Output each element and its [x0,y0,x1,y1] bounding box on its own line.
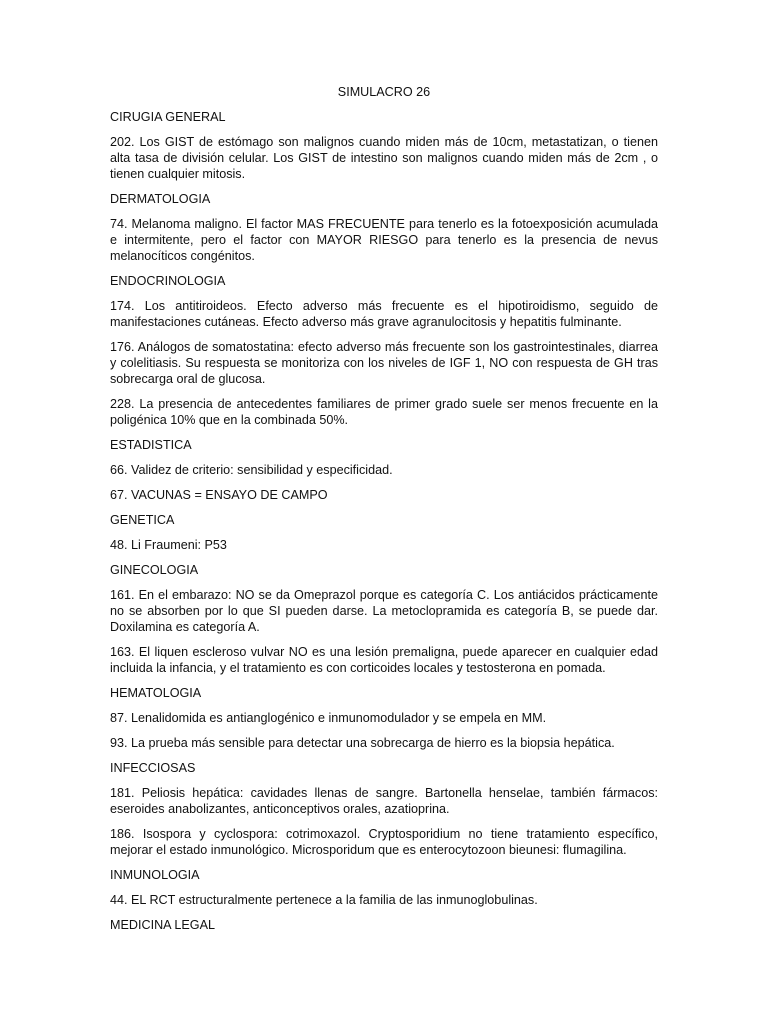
note-paragraph: 186. Isospora y cyclospora: cotrimoxazol. Cryptosporidium no tiene tratamiento específico, mejorar el estado inmunológico. Microsporidum que es enterocytozoon bieunesi: flumagilina. [110,827,658,857]
note-paragraph: 67. VACUNAS = ENSAYO DE CAMPO [110,488,328,502]
note-paragraph: 176. Análogos de somatostatina: efecto adverso más frecuente son los gastrointestinales, diarrea y colelitiasis. Su respuesta se monitoriza con los niveles de IGF 1, NO con respuesta de GH tras sobrecarga oral de glucosa. [110,340,658,386]
section-inmunologia [110,867,658,908]
section-estadistica [110,437,658,503]
note-paragraph: 163. El liquen escleroso vulvar NO es una lesión premaligna, puede aparecer en cualquier edad incluida la infancia, y el tratamiento es con corticoides locales y testosterona en pomada. [110,645,658,675]
note-paragraph: 87. Lenalidomida es antianglogénico e inmunomodulador y se empela en MM. [110,711,547,725]
note-paragraph: 66. Validez de criterio: sensibilidad y especificidad. [110,463,393,477]
document-title: SIMULACRO 26 [337,85,431,99]
section-heading: GENETICA [110,513,175,527]
section-heading: ESTADISTICA [110,438,192,452]
note-paragraph: 93. La prueba más sensible para detectar una sobrecarga de hierro es la biopsia hepática. [110,736,615,750]
section-cirugia-general [110,109,658,182]
note-paragraph: 228. La presencia de antecedentes familiares de primer grado suele ser menos frecuente en la poligénica 10% que en la combinada 50%. [110,397,658,427]
section-heading: INFECCIOSAS [110,761,196,775]
section-infecciosas [110,760,658,858]
section-heading: ENDOCRINOLOGIA [110,274,226,288]
note-paragraph: 181. Peliosis hepática: cavidades llenas de sangre. Bartonella henselae, también fármacos: eseroides anabolizantes, anticonceptivos orales, azatioprina. [110,786,658,816]
section-heading: CIRUGIA GENERAL [110,110,226,124]
section-ginecologia [110,562,658,676]
section-medicina-legal [110,917,658,933]
note-paragraph: 174. Los antitiroideos. Efecto adverso más frecuente es el hipotiroidismo, seguido de manifestaciones cutáneas. Efecto adverso más grave agranulocitosis y hepatitis fulminante. [110,299,658,329]
note-paragraph: 161. En el embarazo: NO se da Omeprazol porque es categoría C. Los antiácidos prácticamente no se absorben por lo que SI pueden darse. La metoclopramida es categoría B, se puede dar. Doxilamina es categoría A. [110,588,658,634]
note-paragraph: 74. Melanoma maligno. El factor MAS FRECUENTE para tenerlo es la fotoexposición acumulada e intermitente, pero el factor con MAYOR RIESGO para tenerlo es la presencia de nevus melanocíticos congénitos. [110,217,658,263]
section-heading: HEMATOLOGIA [110,686,202,700]
section-endocrinologia [110,273,658,428]
section-heading: GINECOLOGIA [110,563,199,577]
note-paragraph: 202. Los GIST de estómago son malignos cuando miden más de 10cm, metastatizan, o tienen alta tasa de división celular. Los GIST de intestino son malignos cuando miden más de 2cm , o tienen cualquier mitosis. [110,135,658,181]
section-heading: INMUNOLOGIA [110,868,200,882]
section-heading: MEDICINA LEGAL [110,918,215,932]
section-genetica [110,512,658,553]
note-paragraph: 44. EL RCT estructuralmente pertenece a la familia de las inmunoglobulinas. [110,893,538,907]
section-hematologia [110,685,658,751]
section-heading: DERMATOLOGIA [110,192,211,206]
document-page [110,84,658,942]
section-dermatologia [110,191,658,264]
note-paragraph: 48. Li Fraumeni: P53 [110,538,227,552]
